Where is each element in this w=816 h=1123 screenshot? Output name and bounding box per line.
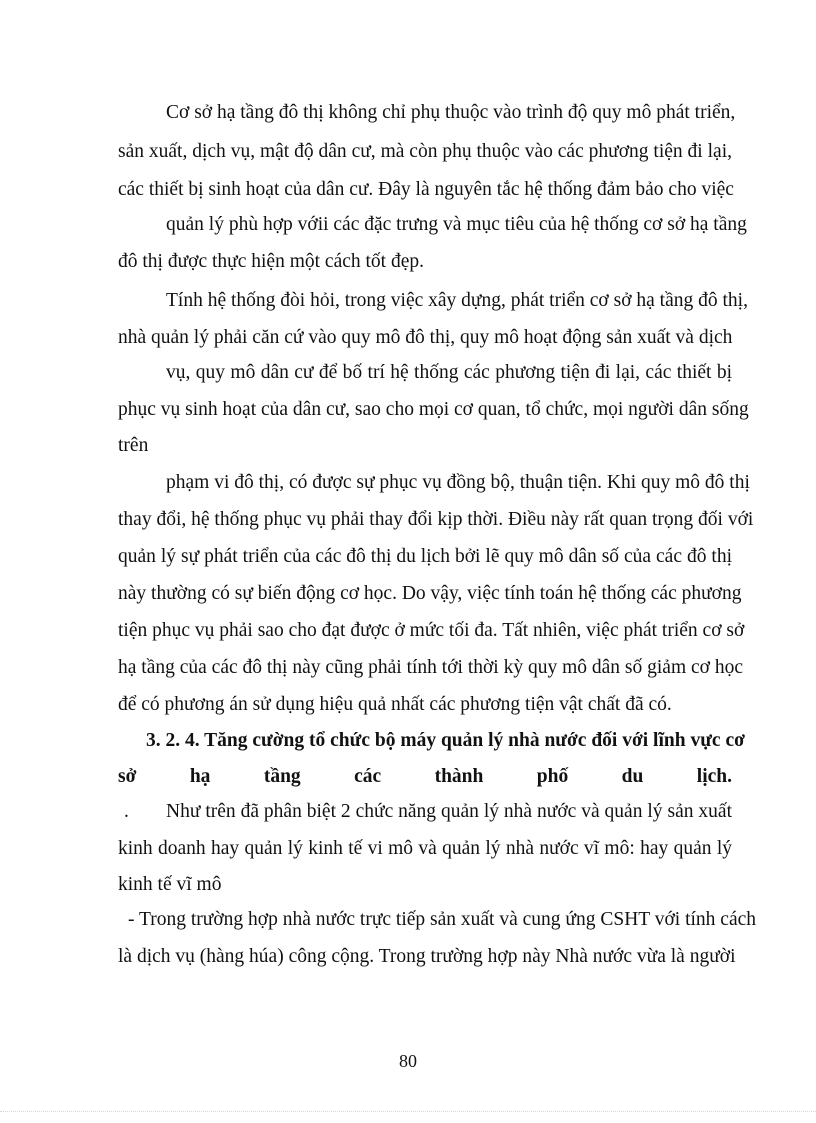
text-line: hạ tầng của các đô thị này cũng phải tính tới thời kỳ quy mô dân số giảm cơ học — [118, 657, 743, 678]
text-line: quản lý phù hợp vớii các đặc trưng và mục tiêu của hệ thống cơ sở hạ tầng — [166, 214, 747, 235]
text-line: sản xuất, dịch vụ, mật độ dân cư, mà còn phụ thuộc vào các phương tiện đi lại, — [118, 141, 732, 162]
text-line: là dịch vụ (hàng húa) công cộng. Trong trường hợp này Nhà nước vừa là người — [118, 946, 736, 967]
text-line: Tính hệ thống đòi hỏi, trong việc xây dựng, phát triển cơ sở hạ tầng đô thị, — [166, 290, 748, 311]
page-number: 80 — [399, 1051, 417, 1071]
text-line: nhà quản lý phải căn cứ vào quy mô đô thị, quy mô hoạt động sản xuất và dịch — [118, 327, 733, 348]
text-line: các thiết bị sinh hoạt của dân cư. Đây là nguyên tắc hệ thống đảm bảo cho việc — [118, 179, 734, 200]
text-line: để có phương án sử dụng hiệu quả nhất các phương tiện vật chất đã có. — [118, 694, 672, 715]
text-line: này thường có sự biến động cơ học. Do vậy, việc tính toán hệ thống các phương — [118, 583, 742, 604]
text-line: thay đổi, hệ thống phục vụ phải thay đổi kịp thời. Điều này rất quan trọng đối với — [118, 509, 754, 530]
text-line: tiện phục vụ phải sao cho đạt được ở mức tối đa. Tất nhiên, việc phát triển cơ sở — [118, 620, 745, 641]
text-line: phạm vi đô thị, có được sự phục vụ đồng bộ, thuận tiện. Khi quy mô đô thị — [166, 472, 750, 493]
page-footer-rule — [0, 1111, 816, 1112]
text-line: quản lý sự phát triển của các đô thị du lịch bởi lẽ quy mô dân số của các đô thị — [118, 546, 732, 567]
text-line: đô thị được thực hiện một cách tốt đẹp. — [118, 251, 425, 272]
section-heading: sở hạ tầng các thành phố du lịch. — [118, 766, 732, 787]
text-line: kinh tế vĩ mô — [118, 874, 222, 895]
text-line: phục vụ sinh hoạt của dân cư, sao cho mọi cơ quan, tổ chức, mọi người dân sống — [118, 399, 749, 420]
text-line: kinh doanh hay quản lý kinh tế vi mô và quản lý nhà nước vĩ mô: hay quản lý — [118, 838, 732, 859]
text-line: - Trong trường hợp nhà nước trực tiếp sản xuất và cung ứng CSHT với tính cách — [128, 909, 756, 930]
text-line: . — [124, 801, 129, 822]
text-line: trên — [118, 435, 149, 456]
text-line: vụ, quy mô dân cư để bố trí hệ thống các phương tiện đi lại, các thiết bị — [166, 362, 732, 383]
text-line: Cơ sở hạ tầng đô thị không chỉ phụ thuộc vào trình độ quy mô phát triển, — [166, 102, 736, 123]
text-line: Như trên đã phân biệt 2 chức năng quản lý nhà nước và quản lý sản xuất — [166, 801, 732, 822]
section-heading: 3. 2. 4. Tăng cường tổ chức bộ máy quản lý nhà nước đối với lĩnh vực cơ — [146, 730, 745, 751]
